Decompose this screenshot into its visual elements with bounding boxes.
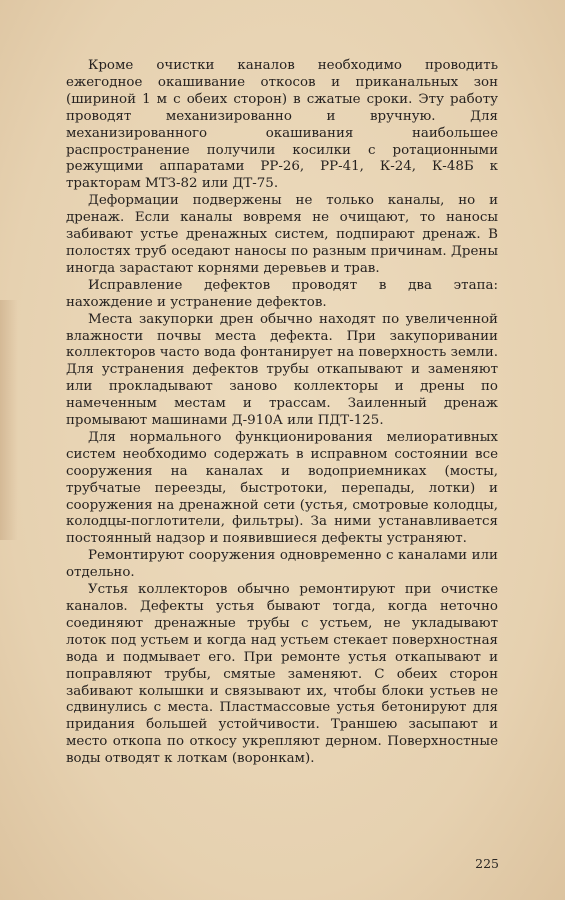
page-number: 225 [475, 856, 499, 871]
paragraph-5: Для нормального функционирования мелиоративных систем необходимо содержать в исправном состоянии все сооружения на каналах и водоприемниках (мосты, трубчатые переезды, быстротоки, перепады, лотки) и сооружения на дренажной сети (устья, смотровые колодцы, колодцы-поглотители, фильтры). За ними устанавливается постоянный надзор и появившиеся дефекты устраняют. [66, 429, 498, 547]
paragraph-1: Кроме очистки каналов необходимо проводить ежегодное окашивание откосов и приканальных зон (шириной 1 м с обеих сторон) в сжатые сроки. Эту работу проводят механизированно и вручную. Для механизированного окашивания наибольшее распространение получили косилки с ротационными режущими аппаратами РР-26, РР-41, К-24, К-48Б к тракторам МТЗ-82 или ДТ-75. [66, 58, 498, 192]
body-text [66, 58, 498, 768]
page-edge-shadow [0, 300, 18, 540]
paragraph-4: Места закупорки дрен обычно находят по увеличенной влажности почвы места дефекта. При закупоривании коллекторов часто вода фонтанирует на поверхность земли. Для устранения дефектов трубы откапывают и заменяют или прокладывают заново коллекторы и дрены по намеченным местам и трассам. Заиленный дренаж промывают машинами Д-910А или ПДТ-125. [66, 311, 498, 429]
paragraph-7: Устья коллекторов обычно ремонтируют при очистке каналов. Дефекты устья бывают тогда, когда неточно соединяют дренажные трубы с устьем, не укладывают лоток под устьем и когда над устьем стекает поверхностная вода и подмывает его. При ремонте устья откапывают и поправляют трубы, смятые заменяют. С обеих сторон забивают колышки и связывают их, чтобы блоки устьев не сдвинулись с места. Пластмассовые устья бетонируют для придания большей устойчивости. Траншею засыпают и место откопа по откосу укрепляют дерном. Поверхностные воды отводят к лоткам (воронкам). [66, 582, 498, 767]
paragraph-6: Ремонтируют сооружения одновременно с каналами или отдельно. [66, 548, 498, 581]
paragraph-2: Деформации подвержены не только каналы, но и дренаж. Если каналы вовремя не очищают, то наносы забивают устье дренажных систем, подпирают дренаж. В полостях труб оседают наносы по разным причинам. Дрены иногда зарастают корнями деревьев и трав. [66, 193, 498, 276]
paragraph-3: Исправление дефектов проводят в два этапа: нахождение и устранение дефектов. [66, 277, 498, 310]
